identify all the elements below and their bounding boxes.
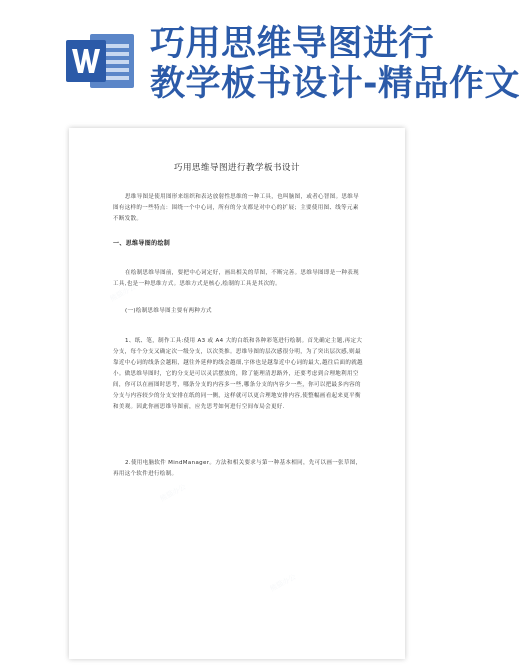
banner-title: [150, 24, 520, 104]
watermark: 熊猫办公: [158, 482, 188, 504]
banner-title-line2: 教学板书设计-精品作文: [150, 64, 520, 104]
paragraph-intro: 思维导图是使用图形来组织和表达放射性思维的一种工具，也叫脑图，或者心智图。思维导图有这样的一些特点：围绕一个中心词，所有的分支都是对中心的扩展；主要使用图、线等元素不断发散。: [113, 194, 360, 222]
paragraph-method-1: 1、纸、笔，制作工具:使用 A3 或 A4 大的白纸和各种彩笔进行绘制。首先确定主题,再定大分支，每个分支又确定次一级分支，以次类推。思维导图的层次感很分明，为了突出层次感,则最靠近中心词的线条会越粗，越往外延伸的线会越细,字体也是越靠近中心词的最大,越往后面的就越小。做思维导图时，它的分支是可以灵活摆放的，除了能理清思路外，还要考虑到合理地利用空间，你可以在画图时思考，哪条分支的内容多一些,哪条分支的内容少一些，你可以把最多内容的分支与内容较少的分支安排在纸的同一侧，这样就可以更合理地安排内容,使整幅画看起来更平衡和美观。因此你画思维导图前，应先思考如何进行空间布局会更好.: [113, 338, 363, 410]
document-title: 巧用思维导图进行教学板书设计: [173, 163, 300, 173]
watermark: 熊猫办公: [298, 372, 328, 394]
document-page: [69, 128, 405, 659]
banner-title-line1: 巧用思维导图进行: [150, 24, 435, 64]
word-document-icon: [64, 32, 136, 90]
paragraph-method-2: 2.使用电脑软件 MindManager。方法和相关要求与第一种基本相同，先可以画一张草图，再用这个软件进行绘制。: [113, 460, 362, 477]
section-heading: 一、思维导图的绘制: [113, 240, 171, 247]
header-banner: [0, 0, 520, 118]
paragraph-drawing: 在绘制思维导图前，要把中心词定好，画出相关的草图，不断完善。思维导图即是一种表现工具,也是一种思维方式。思维方式是核心,绘制的工具是其次的。: [113, 270, 360, 287]
watermark: 熊猫办公: [268, 572, 298, 594]
subsection-heading: (一)绘制思维导图主要有两种方式: [125, 308, 212, 314]
watermark: 熊猫办公: [108, 282, 138, 304]
watermark: 熊猫办公: [218, 192, 248, 214]
